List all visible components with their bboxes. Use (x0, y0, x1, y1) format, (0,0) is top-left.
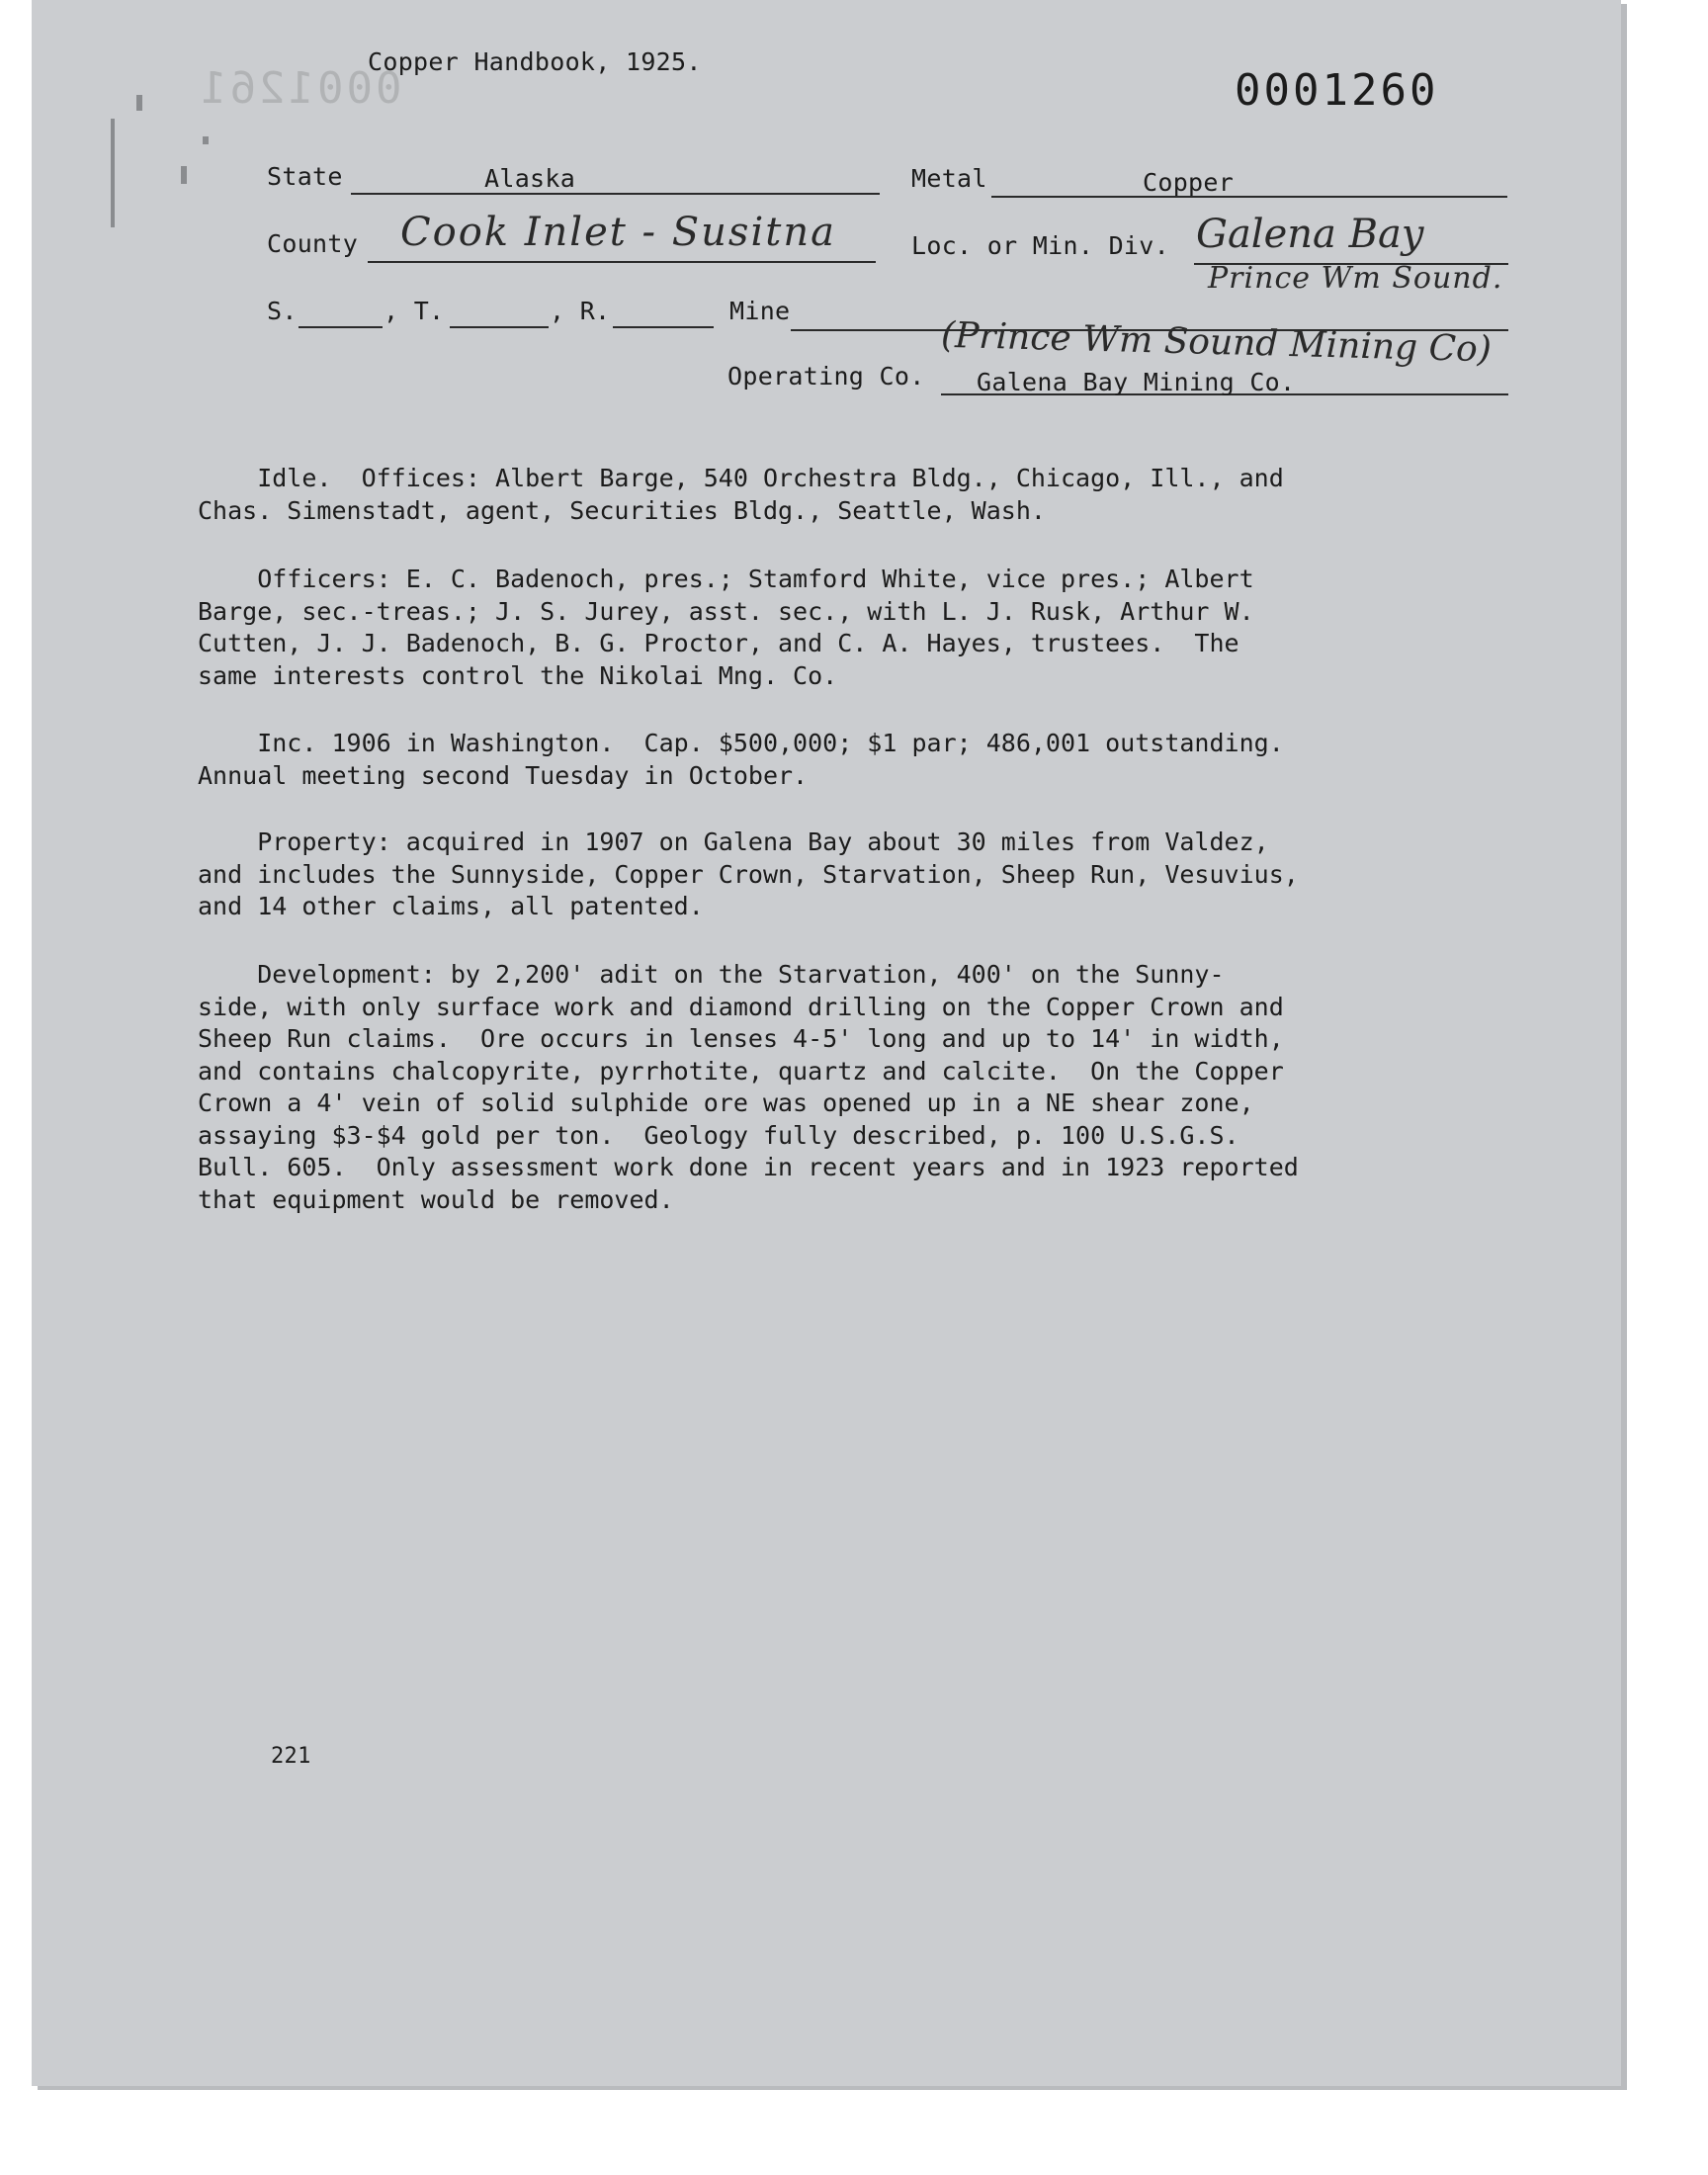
range-label: , R. (550, 297, 611, 325)
handbook-title: Copper Handbook, 1925. (368, 47, 702, 76)
margin-mark (181, 166, 187, 184)
margin-mark (203, 136, 209, 144)
loc-value-line-2: Prince Wm Sound. (1208, 261, 1503, 296)
bleed-through-number: 0001261 (198, 63, 402, 114)
paragraph-offices: Idle. Offices: Albert Barge, 540 Orchestra Bldg., Chicago, Ill., and Chas. Simenstadt, agent, Securities Bldg., Seattle, Wash. (198, 464, 1284, 525)
mine-handwritten-note: (Prince Wm Sound Mining Co) (940, 314, 1493, 371)
state-label: State (267, 162, 343, 191)
mine-label: Mine (729, 297, 791, 325)
state-value: Alaska (484, 164, 576, 193)
operating-company-value: Galena Bay Mining Co. (977, 368, 1296, 396)
range-line (613, 326, 714, 328)
section-line (299, 326, 383, 328)
county-label: County (267, 229, 359, 258)
operating-company-label: Operating Co. (727, 362, 925, 391)
county-line (368, 261, 876, 263)
paragraph-officers: Officers: E. C. Badenoch, pres.; Stamford White, vice pres.; Albert Barge, sec.-treas.; J. S. Jurey, asst. sec., with L. J. Rusk, Arthur W. Cutten, J. J. Badenoch, B. G. Proctor, and C. A. Hayes, trustees. The same interests control the Nikolai Mng. Co. (198, 565, 1254, 690)
paragraph-property: Property: acquired in 1907 on Galena Bay about 30 miles from Valdez, and includes the Sunnyside, Copper Crown, Starvation, Sheep Run, Vesuvius, and 14 other claims, all patented. (198, 827, 1299, 920)
state-line (351, 193, 880, 195)
county-value: Cook Inlet - Susitna (400, 210, 836, 255)
document-number: 0001260 (1235, 65, 1439, 116)
metal-value: Copper (1143, 168, 1235, 197)
paragraph-incorporation: Inc. 1906 in Washington. Cap. $500,000; $1 par; 486,001 outstanding. Annual meeting second Tuesday in October. (198, 729, 1284, 790)
page-number: 221 (271, 1744, 311, 1769)
metal-line (991, 196, 1507, 198)
loc-value: Galena Bay (1196, 212, 1424, 257)
margin-mark (111, 119, 115, 227)
loc-label: Loc. or Min. Div. (911, 231, 1169, 260)
metal-label: Metal (911, 164, 987, 193)
margin-mark (136, 95, 142, 111)
section-label: S. (267, 297, 298, 325)
township-label: , T. (384, 297, 445, 325)
township-line (450, 326, 549, 328)
paragraph-development: Development: by 2,200' adit on the Starvation, 400' on the Sunny- side, with only surface work and diamond drilling on the Copper Crown and Sheep Run claims. Ore occurs in lenses 4-5' long and up to 14' in width, and contains chalcopyrite, pyrrhotite, quartz and calcite. On the Copper Crown a 4' vein of solid sulphide ore was opened up in a NE shear zone, assaying $3-$4 gold per ton. Geology fully described, p. 100 U.S.G.S. Bull. 605. Only assessment work done in recent years and in 1923 reported that equipment would be removed. (198, 960, 1299, 1214)
